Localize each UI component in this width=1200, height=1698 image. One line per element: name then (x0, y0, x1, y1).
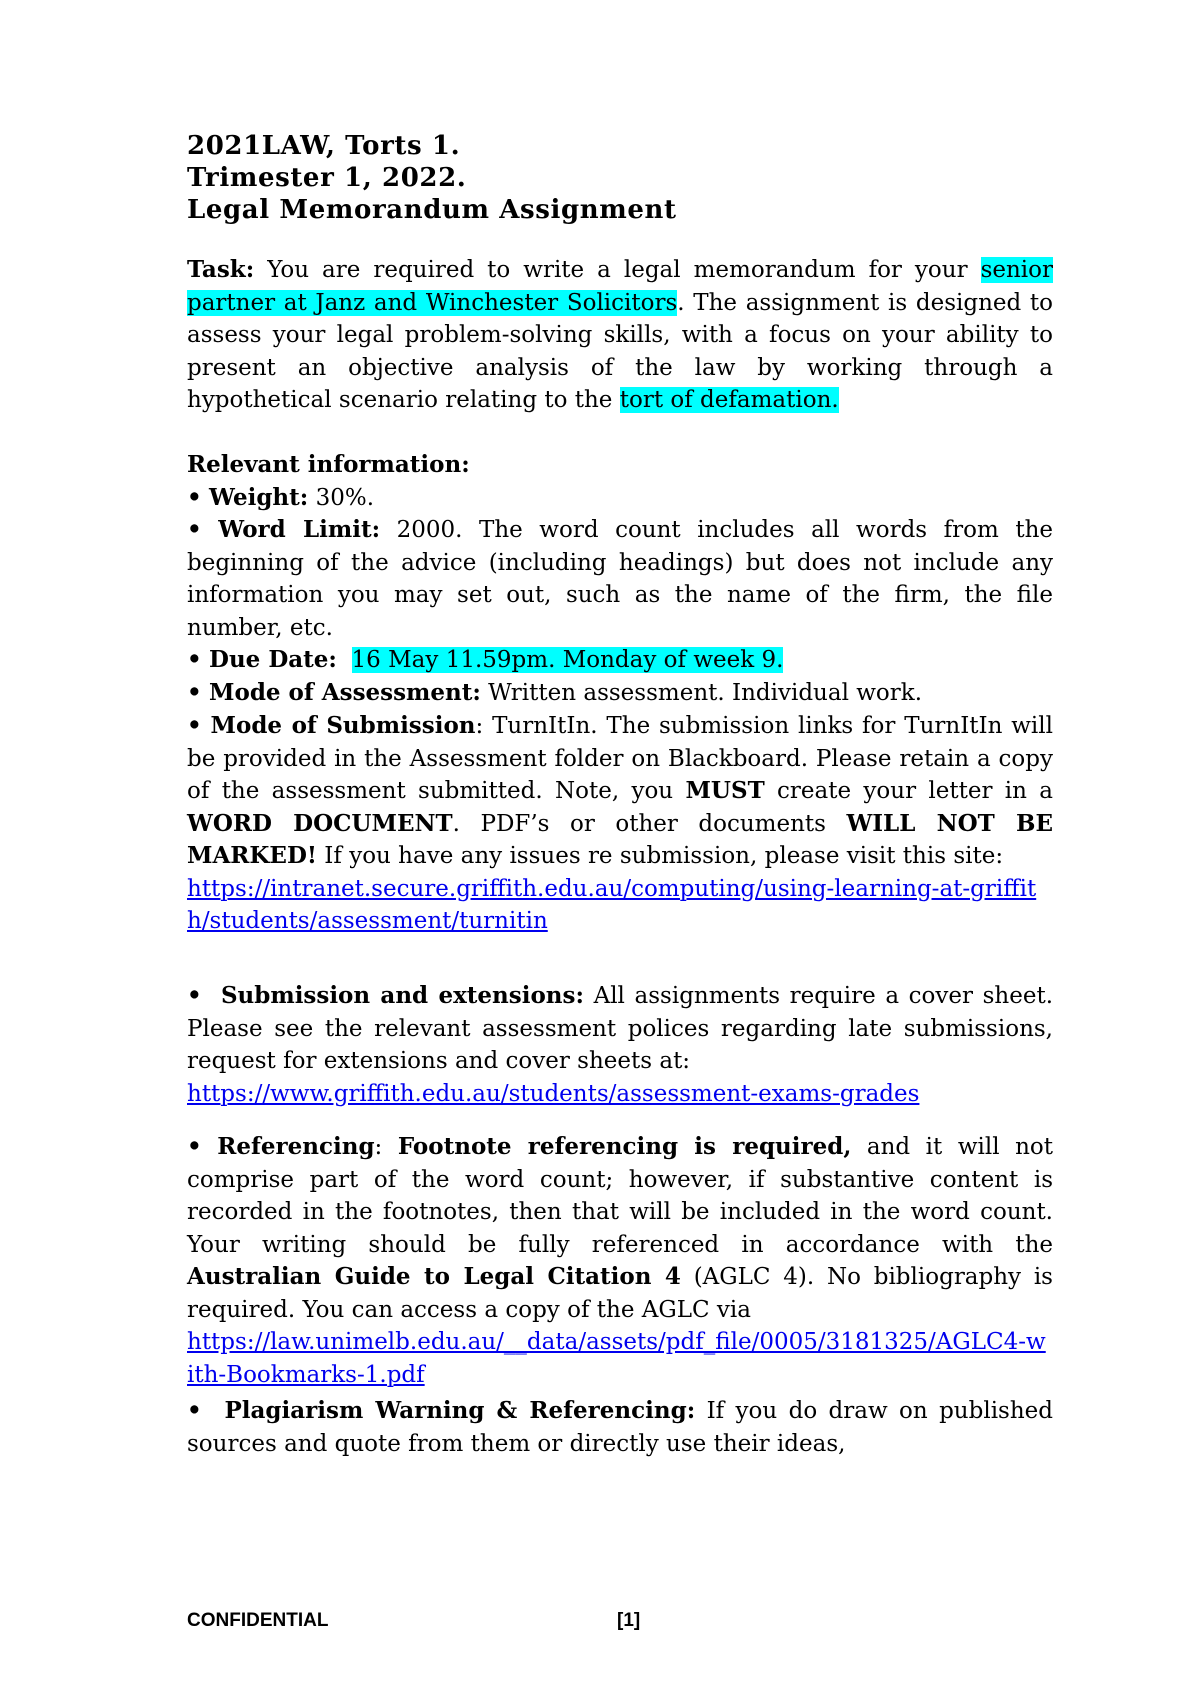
assessment-policies-link[interactable]: https://www.griffith.edu.au/students/assessment-exams-grades (187, 1080, 920, 1107)
word-limit-item: • Word Limit: 2000. The word count includes all words from the beginning of the advice (including headings) but does not include any information you may set out, such as the name of the firm, the file number, etc. (187, 516, 1053, 641)
mode-of-assessment-item: • Mode of Assessment: Written assessment. Individual work. (187, 678, 923, 706)
weight-item: • Weight: 30%. (187, 483, 375, 511)
highlight-tort-defamation: tort of defamation. (619, 387, 839, 413)
trimester-title: Trimester 1, 2022. (187, 163, 467, 193)
turnitin-link[interactable]: https://intranet.secure.griffith.edu.au/computing/using-learning-at-griffith/students/assessment/turnitin (187, 875, 1037, 934)
referencing-label: Referencing (217, 1133, 375, 1160)
plagiarism-label: Plagiarism Warning & Referencing: (224, 1397, 696, 1424)
due-date-item: • Due Date: 16 May 11.59pm. Monday of week 9. (187, 646, 784, 673)
submission-label: Mode of Submission (210, 712, 476, 739)
footer-page-number: [1] (617, 1610, 641, 1631)
referencing-paragraph: • Referencing: Footnote referencing is required, and it will not comprise part of the word count; however, if substantive content is recorded in the footnotes, then that will be included in the word count. Your writing should be fully referenced in accordance with the Australian Guide to Legal Citation 4 (AGLC 4). No bibliography is required. You can access a copy of the AGLC via https://law.unimelb.edu.au/__data/assets/pdf_file/0005/3181325/AGLC4-with-Bookmarks-1.pdf (187, 1133, 1054, 1388)
task-paragraph: Task: You are required to write a legal memorandum for your senior partner at Janz and Winchester Solicitors. The assignment is designed to assess your legal problem-solving skills, with a focus on your ability to present an objective analysis of the law by working through a hypothetical scenario relating to the tort of defamation. (187, 256, 1053, 413)
relevant-information (187, 449, 1053, 709)
course-title: 2021LAW, Torts 1. (187, 131, 461, 161)
submission-paragraph: • Mode of Submission: TurnItIn. The submission links for TurnItIn will be provided in the Assessment folder on Blackboard. Please retain a copy of the assessment submitted. Note, you MUST create your letter in a WORD DOCUMENT. PDF’s or other documents WILL NOT BE MARKED! If you have any issues re submission, please visit this site: https://intranet.secure.griffith.edu.au/computing/using-learning-at-griffith/students/assessment/turnitin (187, 712, 1053, 934)
plagiarism-paragraph: • Plagiarism Warning & Referencing: If you do draw on published sources and quote from them or directly use their ideas, (187, 1397, 1054, 1457)
aglc-link[interactable]: https://law.unimelb.edu.au/__data/assets/pdf_file/0005/3181325/AGLC4-with-Bookmarks-1.pdf (187, 1329, 1046, 1388)
aglc-title: Australian Guide to Legal Citation 4 (187, 1263, 681, 1290)
extensions-paragraph: • Submission and extensions: All assignments require a cover sheet. Please see the relevant assessment polices regarding late submissions, request for extensions and cover sheets at: https://www.griffith.edu.au/students/assessment-exams-grades (187, 982, 1054, 1107)
relevant-heading: Relevant information: (187, 451, 470, 478)
assignment-title: Legal Memorandum Assignment (187, 195, 677, 225)
footer-confidential: CONFIDENTIAL (187, 1610, 329, 1631)
highlight-senior-partner: senior partner at Janz and Winchester Solicitors (187, 257, 1053, 316)
task-label: Task: (187, 256, 255, 283)
highlight-due-date: 16 May 11.59pm. Monday of week 9. (351, 647, 784, 673)
document-title (187, 130, 677, 226)
extensions-label: Submission and extensions: (220, 982, 584, 1009)
